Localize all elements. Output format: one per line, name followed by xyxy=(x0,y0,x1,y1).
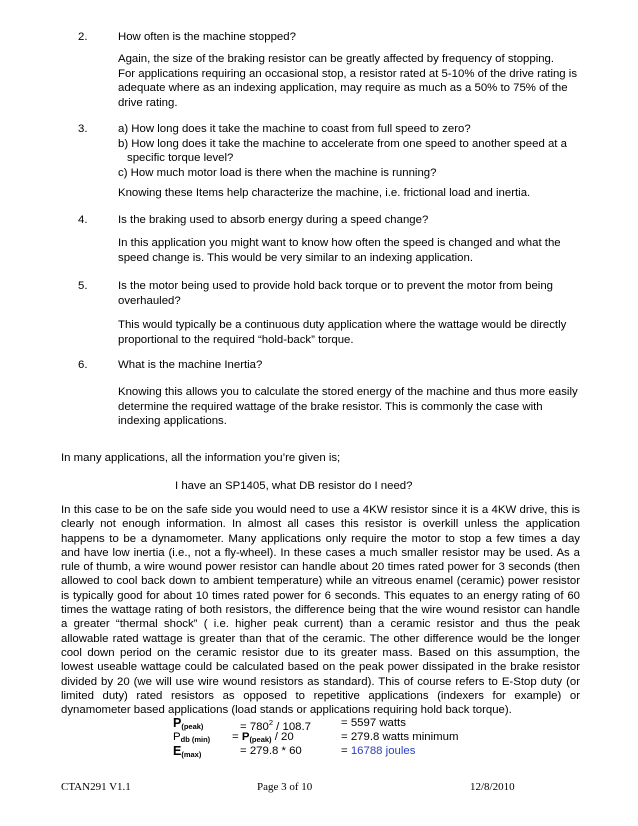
question-line: Is the motor being used to provide hold back torque or to prevent the motor from being xyxy=(118,280,553,292)
formula-superscript: 2 xyxy=(268,718,273,727)
formula-expression: = xyxy=(232,731,242,743)
question-line: specific torque level? xyxy=(127,152,234,165)
question-line: b) How long does it take the machine to accelerate from one speed to another speed at a xyxy=(118,137,567,150)
formula-bold-subscript: (peak) xyxy=(249,735,272,744)
formula-subscript: db (min) xyxy=(180,735,211,744)
body-line: a greater “thermal shock” ( i.e. higher peak current) than a ceramic resistor and thus the peak xyxy=(61,618,580,631)
formula-symbol: P xyxy=(173,716,182,730)
answer-line: Knowing this allows you to calculate the stored energy of the machine and thus more easily xyxy=(118,386,578,398)
body-line: In this case to be on the safe side you would need to use a 4KW resistor since it is a 4KW drive, this is xyxy=(61,504,580,516)
item-number: 4. xyxy=(78,214,88,226)
answer-line: speed change is. This would be very similar to an indexing application. xyxy=(118,251,474,264)
formula-expression-tail: / 20 xyxy=(271,731,294,743)
item-question: Is the braking used to absorb energy during a speed change? xyxy=(118,214,429,226)
body-line: limited duty) rated resistors as opposed to repetitive applications (indexers for example) or xyxy=(61,689,580,702)
answer-line: This would typically be a continuous duty application where the wattage would be directly xyxy=(118,319,567,331)
body-line: cool down period on the ceramic resistor due to its greater mass. Based on this assumption, the xyxy=(61,646,580,659)
intro-text: In many applications, all the information you’re given is; xyxy=(61,452,341,464)
answer-line: drive rating. xyxy=(118,96,178,109)
formula-result-prefix: = xyxy=(341,745,351,757)
formula-db-result: = 279.8 watts minimum xyxy=(341,731,459,743)
formula-energy-expr: = 279.8 * 60 xyxy=(240,745,302,757)
list-item-2 xyxy=(0,30,638,110)
body-line: times the wattage rating of both resistors, the difference being that the wire wound resistor can handle xyxy=(61,604,580,617)
formula-subscript: (peak) xyxy=(181,722,204,731)
answer-line: determine the required wattage of the brake resistor. This is commonly the case with xyxy=(118,400,543,413)
body-paragraph xyxy=(61,503,580,717)
body-line: clearly not enough information. In almost all cases this resistor is overkill unless the application xyxy=(61,518,580,531)
item-question: How often is the machine stopped? xyxy=(118,31,296,43)
formula-expression-tail: / 108.7 xyxy=(273,721,311,733)
question-line: a) How long does it take the machine to coast from full speed to zero? xyxy=(118,123,471,135)
body-line: rule of thumb, a wire wound power resistor can handle about 20 times rated power for 3 seconds (then xyxy=(61,561,580,574)
answer-line: Again, the size of the braking resistor can be greatly affected by frequency of stopping. xyxy=(118,53,555,65)
question-line: overhauled? xyxy=(118,294,181,307)
footer-page-number: Page 3 of 10 xyxy=(257,781,313,793)
list-item-5 xyxy=(0,279,638,349)
item-number: 3. xyxy=(78,123,88,135)
answer-line: In this application you might want to know how often the speed is changed and what the xyxy=(118,237,561,249)
answer-line: For applications requiring an occasional stop, a resistor rated at 5-10% of the drive rating is xyxy=(118,67,578,80)
item-question: What is the machine Inertia? xyxy=(118,359,263,371)
body-line: happens to be a dynamometer. Many applications only require the motor to stop a few times a day xyxy=(61,532,580,545)
item-number: 2. xyxy=(78,31,88,43)
item-answer xyxy=(118,186,580,201)
answer-line: Knowing these Items help characterize the machine, i.e. frictional load and inertia. xyxy=(118,187,531,199)
list-item-6 xyxy=(0,358,638,433)
body-line: is typically good for about 10 times rated power for 6 seconds. This equates to an energy rating of 60 xyxy=(61,589,580,602)
list-item-3 xyxy=(0,122,638,202)
body-line: lowest useable wattage could be calculated based on the peak power dissipated in the brake resistor xyxy=(61,661,580,674)
formula-result-highlight: 16788 joules xyxy=(350,745,416,757)
item-number: 5. xyxy=(78,280,88,292)
item-question xyxy=(118,279,580,308)
item-answer xyxy=(118,318,580,347)
item-answer xyxy=(118,385,580,429)
formula-symbol: P xyxy=(173,731,181,743)
quote-text: I have an SP1405, what DB resistor do I need? xyxy=(175,480,413,492)
body-line: and have low inertia (i.e., not a fly-wheel). In these cases a much smaller resistor may be used. As a xyxy=(61,546,580,559)
formula-bold-symbol: P xyxy=(241,731,250,743)
item-question xyxy=(118,122,580,180)
answer-line: adequate where as an indexing application, may require as much as a 50% to 75% of the xyxy=(118,82,568,95)
formula-symbol: E xyxy=(173,744,182,758)
body-line: allowed to cool back down to ambient temperature) while an vitreous enamel (ceramic) power resistor xyxy=(61,575,580,588)
formula-subscript: (max) xyxy=(181,750,202,759)
body-line: dynamometer based applications (load stands or applications requiring hold back torque). xyxy=(61,704,512,717)
formula-energy-result xyxy=(341,744,415,759)
footer-doc-id: CTAN291 V1.1 xyxy=(61,781,131,793)
formula-expression: = 780 xyxy=(240,721,269,733)
body-line: allowable rated wattage is greater than that of the ceramic. The other difference would be the longer xyxy=(61,632,580,645)
item-answer xyxy=(118,52,580,110)
question-line: c) How much motor load is there when the machine is running? xyxy=(118,166,437,179)
item-answer xyxy=(118,236,580,265)
formula-peak-result: = 5597 watts xyxy=(341,717,406,729)
item-number: 6. xyxy=(78,359,88,371)
body-line: divided by 20 (we will use wire wound resistors as standard). This of course refers to E-Stop duty (or xyxy=(61,675,580,688)
footer-date: 12/8/2010 xyxy=(470,781,515,793)
answer-line: proportional to the required “hold-back” torque. xyxy=(118,333,354,346)
answer-line: indexing applications. xyxy=(118,415,227,428)
list-item-4 xyxy=(0,213,638,273)
formula-energy xyxy=(173,744,201,763)
